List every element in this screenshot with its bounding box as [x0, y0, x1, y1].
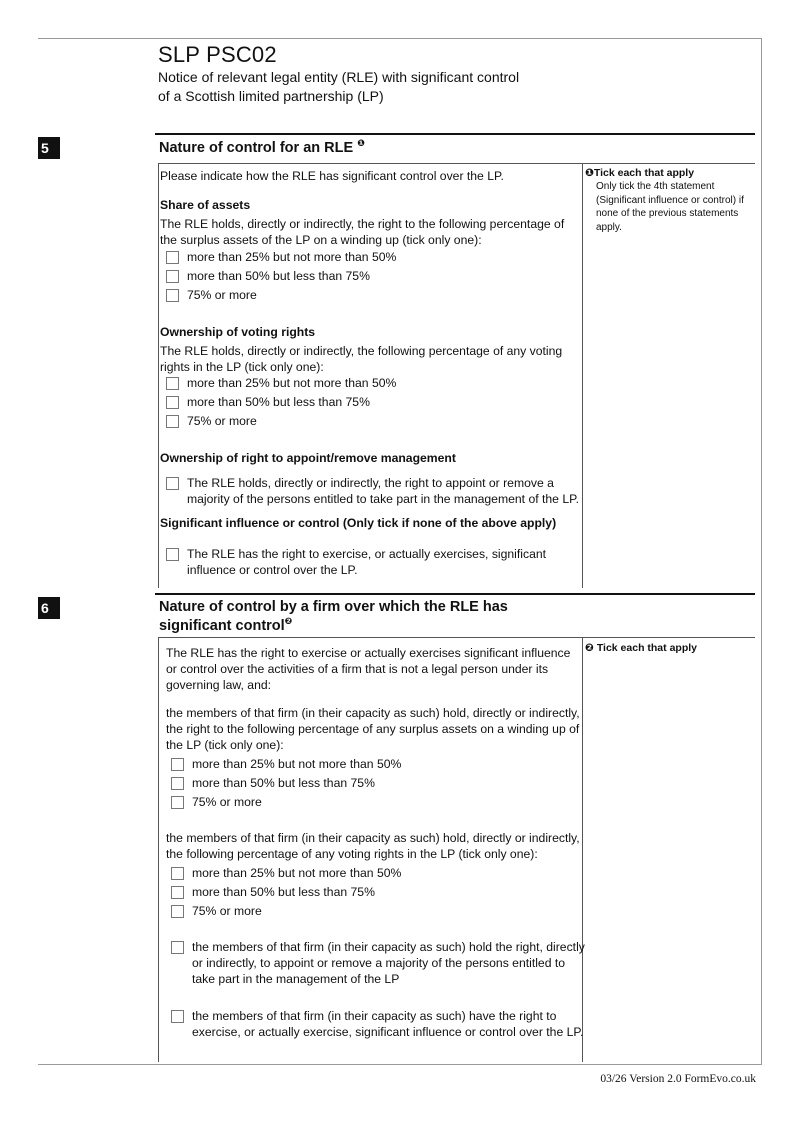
section-5-note-top	[582, 163, 755, 164]
section-6-box-left	[158, 637, 159, 1062]
firm-voting-50-75-checkbox[interactable]	[171, 886, 184, 899]
voting-rights-heading: Ownership of voting rights	[160, 325, 316, 339]
voting-25-50-label: more than 25% but not more than 50%	[187, 376, 397, 390]
appoint-management-text	[187, 475, 579, 507]
share-25-50-checkbox[interactable]	[166, 251, 179, 264]
section-5-box-right	[582, 163, 583, 588]
share-75-plus-label: 75% or more	[187, 288, 257, 302]
firm-appoint-text	[192, 939, 585, 987]
firm-appoint-text-line: or indirectly, to appoint or remove a majority of the persons entitled to	[192, 956, 566, 970]
firm-assets-text-line: the LP (tick only one):	[166, 738, 284, 752]
appoint-management-checkbox[interactable]	[166, 477, 179, 490]
form-subtitle	[158, 68, 519, 106]
section-6-title-line: Nature of control by a firm over which the RLE has	[159, 599, 508, 615]
share-75-plus-checkbox[interactable]	[166, 289, 179, 302]
firm-influence-text-line: the members of that firm (in their capacity as such) have the right to	[192, 1009, 557, 1023]
voting-75-plus-checkbox[interactable]	[166, 415, 179, 428]
section-6-note-top	[582, 637, 755, 638]
section-5-intro: Please indicate how the RLE has significant control over the LP.	[160, 169, 504, 183]
voting-rights-text	[160, 343, 562, 375]
note-1-line: Only tick the 4th statement	[596, 181, 715, 192]
share-50-75-checkbox[interactable]	[166, 270, 179, 283]
note-2-marker-icon: ❷	[585, 642, 594, 654]
significant-influence-text-line: influence or control over the LP.	[187, 563, 358, 577]
form-subtitle-line: Notice of relevant legal entity (RLE) with significant control	[158, 69, 520, 85]
firm-influence-text-line: exercise, or actually exercise, significant influence or control over the LP.	[192, 1025, 584, 1039]
firm-assets-text-line: the members of that firm (in their capacity as such) hold, directly or indirectly,	[166, 706, 580, 720]
significant-influence-checkbox[interactable]	[166, 548, 179, 561]
appoint-management-heading: Ownership of right to appoint/remove management	[160, 451, 456, 465]
page-frame-bottom	[38, 1064, 762, 1065]
section-5-rule	[155, 133, 755, 135]
note-1-marker-icon: ❶	[585, 167, 594, 179]
firm-voting-text-line: the members of that firm (in their capacity as such) hold, directly or indirectly,	[166, 831, 580, 845]
firm-voting-50-75-label: more than 50% but less than 75%	[192, 885, 375, 899]
section-6-title	[159, 598, 508, 636]
firm-assets-50-75-checkbox[interactable]	[171, 777, 184, 790]
firm-voting-25-50-label: more than 25% but not more than 50%	[192, 866, 402, 880]
section-6-number: 6	[38, 597, 60, 619]
section-6-intro-line: governing law, and:	[166, 678, 272, 692]
firm-assets-text	[166, 705, 580, 753]
firm-assets-50-75-label: more than 50% but less than 75%	[192, 776, 375, 790]
section-6-intro-line: The RLE has the right to exercise or actually exercises significant influence	[166, 646, 571, 660]
note-1-line: (Significant influence or control) if	[596, 194, 744, 206]
appoint-management-text-line: The RLE holds, directly or indirectly, the right to appoint or remove a	[187, 476, 554, 490]
firm-voting-text	[166, 830, 580, 862]
share-of-assets-text-line: The RLE holds, directly or indirectly, the right to the following percentage of	[160, 217, 565, 231]
section-5-number: 5	[38, 137, 60, 159]
share-25-50-label: more than 25% but not more than 50%	[187, 250, 397, 264]
note-1-body	[596, 180, 744, 234]
firm-voting-25-50-checkbox[interactable]	[171, 867, 184, 880]
note-1-marker: ❶	[357, 138, 365, 149]
section-6-title-line: significant control	[159, 618, 285, 634]
section-6-rule	[155, 593, 755, 595]
firm-appoint-text-line: take part in the management of the LP	[192, 972, 400, 986]
significant-influence-text	[187, 546, 546, 578]
voting-rights-text-line: The RLE holds, directly or indirectly, the following percentage of any voting	[160, 344, 563, 358]
form-code: SLP PSC02	[158, 42, 277, 67]
firm-appoint-checkbox[interactable]	[171, 941, 184, 954]
section-5-title	[159, 139, 365, 158]
note-2-title-text: Tick each that apply	[596, 642, 697, 654]
note-1-title-text: Tick each that apply	[593, 167, 695, 179]
note-2-title	[585, 642, 697, 655]
page-frame-right	[761, 38, 762, 1065]
firm-appoint-text-line: the members of that firm (in their capacity as such) hold the right, directly	[192, 940, 585, 954]
firm-assets-25-50-label: more than 25% but not more than 50%	[192, 757, 402, 771]
form-subtitle-line: of a Scottish limited partnership (LP)	[158, 88, 384, 104]
share-50-75-label: more than 50% but less than 75%	[187, 269, 370, 283]
voting-75-plus-label: 75% or more	[187, 414, 257, 428]
firm-voting-75-plus-checkbox[interactable]	[171, 905, 184, 918]
share-of-assets-text-line: the surplus assets of the LP on a winding up (tick only one):	[160, 233, 482, 247]
firm-assets-75-plus-checkbox[interactable]	[171, 796, 184, 809]
firm-assets-75-plus-label: 75% or more	[192, 795, 262, 809]
firm-influence-checkbox[interactable]	[171, 1010, 184, 1023]
section-6-box-top	[158, 637, 583, 638]
note-1-line: none of the previous statements	[596, 208, 739, 219]
share-of-assets-text	[160, 216, 564, 248]
note-2-marker: ❷	[284, 616, 293, 627]
firm-assets-text-line: the right to the following percentage of any surplus assets on a winding up of	[166, 722, 580, 736]
significant-influence-heading: Significant influence or control (Only tick if none of the above apply)	[160, 516, 557, 530]
section-5-box-top	[158, 163, 583, 164]
firm-voting-text-line: the following percentage of any voting rights in the LP (tick only one):	[166, 847, 538, 861]
appoint-management-text-line: majority of the persons entitled to take part in the management of the LP.	[187, 492, 580, 506]
share-of-assets-heading: Share of assets	[160, 198, 251, 212]
firm-assets-25-50-checkbox[interactable]	[171, 758, 184, 771]
note-1-line: apply.	[596, 221, 622, 233]
firm-voting-75-plus-label: 75% or more	[192, 904, 262, 918]
firm-influence-text	[192, 1008, 583, 1040]
section-6-intro-line: or control over the activities of a firm that is not a legal person under its	[166, 662, 549, 676]
significant-influence-text-line: The RLE has the right to exercise, or actually exercises, significant	[187, 547, 547, 561]
section-6-box-right	[582, 637, 583, 1062]
section-5-box-left	[158, 163, 159, 588]
voting-rights-text-line: rights in the LP (tick only one):	[160, 360, 324, 374]
footer-version: 03/26 Version 2.0 FormEvo.co.uk	[600, 1073, 756, 1085]
voting-25-50-checkbox[interactable]	[166, 377, 179, 390]
page-frame-top	[38, 38, 762, 39]
voting-50-75-checkbox[interactable]	[166, 396, 179, 409]
voting-50-75-label: more than 50% but less than 75%	[187, 395, 370, 409]
section-5-title-text: Nature of control for an RLE	[159, 140, 354, 156]
note-1-title	[585, 167, 694, 180]
section-6-intro	[166, 645, 570, 693]
